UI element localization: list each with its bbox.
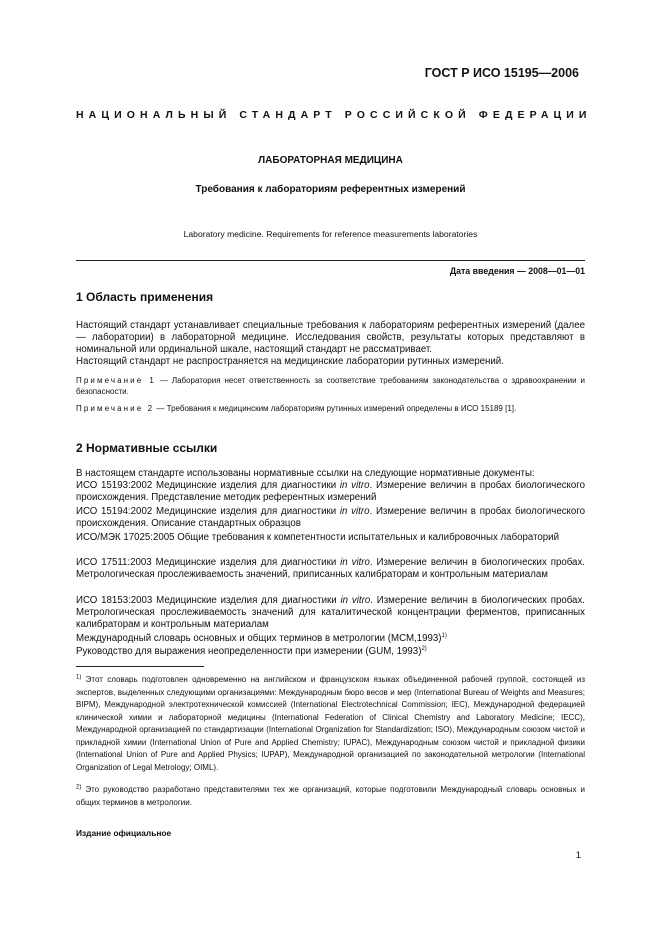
note-1-text: — Лаборатория несет ответственность за соответствие требованиям законодательства о здравоохранении и безопасности. — [76, 376, 585, 396]
title-divider — [76, 260, 585, 261]
normative-reference-4: ИСО 17511:2003 Медицинские изделия для диагностики in vitro. Измерение величин в биологических пробах. Метрологическая прослеживаемость значений, приписанных калибраторам и контрольным материалам — [76, 557, 585, 581]
section-1-note-1 — [76, 376, 585, 397]
normative-reference-6: Международный словарь основных и общих терминов в метрологии $(МСМ,1993)^{1)}$ — [76, 632, 447, 644]
section-2-heading: 2 Нормативные ссылки — [76, 441, 218, 455]
footnote-divider — [76, 666, 204, 667]
page-number: 1 — [575, 850, 581, 861]
normative-reference-3: ИСО/МЭК 17025:2005 Общие требования к компетентности испытательных и калибровочных лабораторий — [76, 532, 559, 543]
footnote-marker-2: 2) — [421, 645, 427, 652]
national-standard-line: НАЦИОНАЛЬНЫЙ СТАНДАРТ РОССИЙСКОЙ ФЕДЕРАЦИИ — [76, 109, 592, 121]
official-edition-label: Издание официальное — [76, 828, 172, 838]
section-1-note-2 — [76, 404, 585, 415]
normative-reference-5: ИСО 18153:2003 Медицинские изделия для диагностики in vitro. Измерение величин в биологических пробах. Метрологическая прослеживаемость значений для каталитической концентрации ферментов, приписанных калибраторам и контрольным материалам — [76, 595, 585, 631]
section-2-intro: В настоящем стандарте использованы нормативные ссылки на следующие нормативные документы: — [76, 468, 535, 479]
section-1-paragraph-1: Настоящий стандарт устанавливает специальные требования к лабораториям референтных измерений (далее — лаборатории) в лабораторной медицине. Исследования свойств, результаты которых представляют в номинальной или ординальной шкале, настоящий стандарт не рассматривает. — [76, 320, 585, 356]
note-2-text: — Требования к медицинским лабораториям рутинных измерений определены в ИСО 15189 [1]. — [156, 404, 517, 413]
section-1-heading: 1 Область применения — [76, 290, 214, 304]
document-subtitle: Требования к лабораториям референтных измерений — [195, 184, 466, 195]
footnote-2: $^{2)}$ Это руководство разработано представителями тех же организаций, которые подготовили Международный словарь основных и общих терминов в метрологии. — [76, 784, 585, 807]
document-title-english: Laboratory medicine. Requirements for reference measurements laboratories — [183, 229, 478, 239]
normative-reference-2: ИСО 15194:2002 Медицинские изделия для диагностики in vitro. Измерение величин в пробах биологического происхождения. Описание стандартных образцов — [76, 506, 585, 530]
document-title: ЛАБОРАТОРНАЯ МЕДИЦИНА — [258, 155, 403, 166]
introduction-date: Дата введения — 2008—01—01 — [449, 266, 585, 276]
note-2-label: Примечание 2 — [76, 404, 155, 413]
standard-code: ГОСТ Р ИСО 15195—2006 — [424, 66, 579, 80]
footnote-1: $^{1)}$ Этот словарь подготовлен одновременно на английском и французском языках объединенной рабочей группой, состоящей из экспертов, выделенных следующими организациями: Международным бюро весов и мер (International Bureau of Weights and Measures; BIPM), Международной электротехнической комиссией (International Electrotechnical Commission; IEC), Международной федерацией клинической химии и лабораторной медицины (International Federation of Clinical Chemistry and Laboratory Medicine; IECC), Международной организацией по стандартизации (International Organization for Standardization; ISO), Международным союзом чистой и прикладной химии (International Union of Pure and Applied Chemistry; IUPAC), Международным союзом чистой и прикладной физики (International Union of Pure and Applied Physics; IUPAP), Международной организацией по законодательной метрологии (International Organization of Legal Metrology; OIML). — [76, 674, 585, 772]
normative-reference-1: ИСО 15193:2002 Медицинские изделия для диагностики in vitro. Измерение величин в пробах биологического происхождения. Представление методик референтных измерений — [76, 480, 585, 504]
note-1-label: Примечание 1 — [76, 376, 156, 385]
normative-reference-7: Руководство для выражения неопределенности при измерении (GUM, 1993)$^{2)}$ — [76, 645, 427, 657]
section-1-paragraph-2: Настоящий стандарт не распространяется на медицинские лаборатории рутинных измерений. — [76, 356, 504, 367]
footnote-marker-1: 1) — [441, 632, 447, 639]
